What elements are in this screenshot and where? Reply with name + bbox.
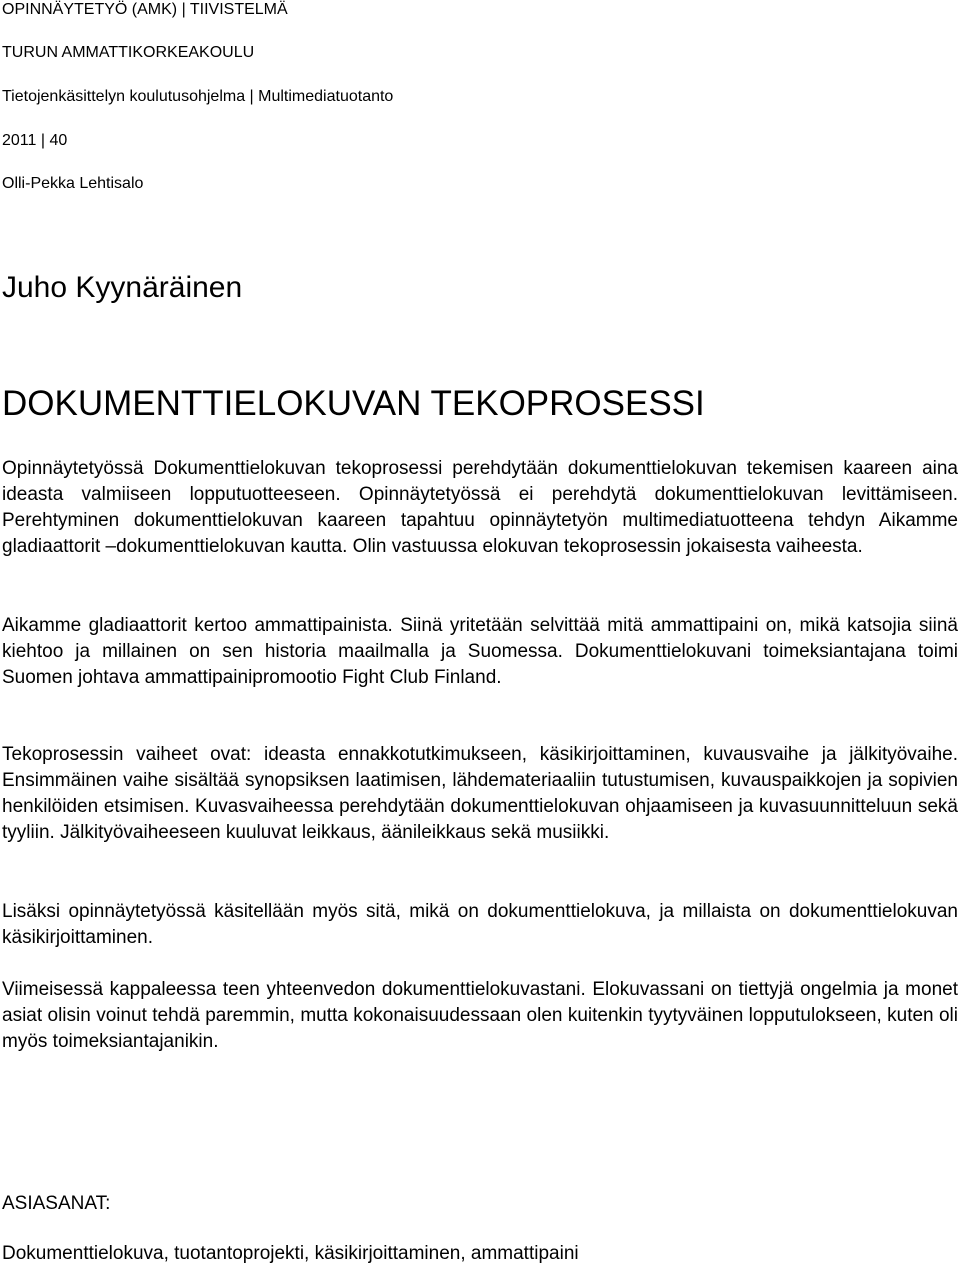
institution: TURUN AMMATTIKORKEAKOULU [2,44,255,61]
thesis-title: DOKUMENTTIELOKUVAN TEKOPROSESSI [2,384,705,423]
abstract-paragraph-4: Lisäksi opinnäytetyössä käsitellään myös sitä, mikä on dokumenttielokuva, ja millaista on dokumenttielokuvan käsikirjoittaminen. [2,901,958,948]
abstract-paragraph-1: Opinnäytetyössä Dokumenttielokuvan tekoprosessi perehdytään dokumenttielokuvan tekemisen kaareen aina ideasta valmiiseen lopputuotteeseen. Opinnäytetyössä ei perehdytä dokumenttielokuvan levittämiseen. Perehtyminen dokumenttielokuvan kaareen tapahtuu opinnäytetyön multimediatuotteena tehdyn Aikamme gladiaattorit –dokumenttielokuvan kautta. Olin vastuussa elokuvan tekoprosessin jokaisesta vaiheesta. [2,458,958,557]
thesis-type: OPINNÄYTETYÖ (AMK) | TIIVISTELMÄ [2,1,288,18]
year-and-pages: 2011 | 40 [2,132,68,149]
abstract-paragraph-3: Tekoprosessin vaiheet ovat: ideasta ennakkotutkimukseen, käsikirjoittaminen, kuvausvaihe ja jälkityövaihe. Ensimmäinen vaihe sisältää synopsiksen laatimisen, lähdemateriaaliin tutustumisen, kuvauspaikkojen ja sopivien henkilöiden etsimisen. Kuvasvaiheessa perehdytään dokumenttielokuvan ohjaamiseen ja kuvasuunnitteluun sekä tyyliin. Jälkityövaiheeseen kuuluvat leikkaus, äänileikkaus sekä musiikki. [2,744,958,843]
supervisor: Olli-Pekka Lehtisalo [2,175,144,192]
abstract-paragraph-5: Viimeisessä kappaleessa teen yhteenvedon dokumenttielokuvastani. Elokuvassani on tiettyjä ongelmia ja monet asiat olisin voinut tehdä paremmin, mutta kokonaisuudessaan olen kuitenkin tyytyväinen lopputulokseen, kuten oli myös toimeksiantajanikin. [2,979,958,1052]
degree-programme: Tietojenkäsittelyn koulutusohjelma | Multimediatuotanto [2,88,394,105]
author-name: Juho Kyynäräinen [2,271,243,304]
keywords-list: Dokumenttielokuva, tuotantoprojekti, käsikirjoittaminen, ammattipaini [2,1243,579,1264]
abstract-paragraph-2: Aikamme gladiaattorit kertoo ammattipainista. Siinä yritetään selvittää mitä ammattipaini on, mikä katsojia siinä kiehtoo ja millainen on sen historia maailmalla ja Suomessa. Dokumenttielokuvani toimeksiantajana toimi Suomen johtava ammattipainipromootio Fight Club Finland. [2,615,958,688]
keywords-heading: ASIASANAT: [2,1193,111,1214]
